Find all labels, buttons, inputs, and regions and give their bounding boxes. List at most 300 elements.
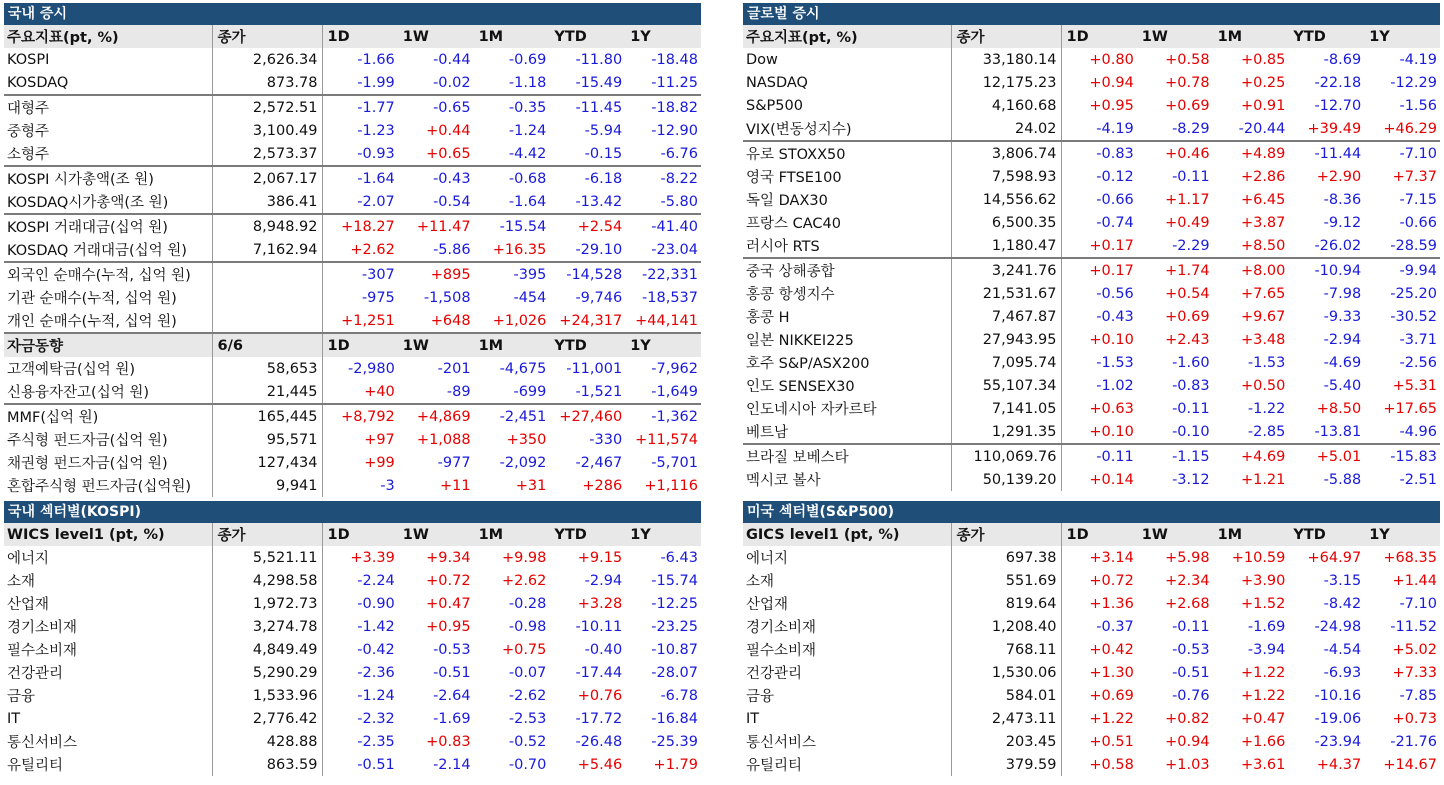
change-1m: -0.35 <box>474 95 550 119</box>
change-1y: -41.40 <box>625 214 701 238</box>
change-1y: -6.78 <box>660 687 698 704</box>
table-row <box>743 661 1440 684</box>
change-1y: -10.87 <box>651 641 698 658</box>
close-value: 95,571 <box>212 428 322 451</box>
row-label: VIX(변동성지수) <box>746 122 852 138</box>
change-1d: -0.66 <box>1096 191 1134 208</box>
change-1y: -28.59 <box>1390 237 1437 254</box>
change-1d: -2.35 <box>357 733 395 750</box>
change-1y: -25.39 <box>651 733 698 750</box>
change-1y: -2.51 <box>1399 471 1437 488</box>
change-1w: +0.46 <box>1137 141 1213 165</box>
change-1m: +6.45 <box>1240 191 1286 208</box>
change-1d: +0.17 <box>1089 237 1134 254</box>
row-label: 대형주 <box>4 95 212 119</box>
change-1m: +3.87 <box>1240 214 1286 231</box>
change-1m: -0.68 <box>474 166 550 190</box>
change-1m: +8.50 <box>1240 237 1286 254</box>
close-value: 24.02 <box>951 117 1061 141</box>
change-ytd: -9,746 <box>575 289 623 306</box>
row-label: 멕시코 볼사 <box>746 473 821 489</box>
change-1y: -22,331 <box>625 262 701 286</box>
change-1m: -1.18 <box>508 74 547 91</box>
change-1d: -0.37 <box>1096 618 1134 635</box>
change-ytd: -13.81 <box>1314 423 1362 440</box>
change-1d: +0.51 <box>1089 733 1134 750</box>
table-row <box>4 286 701 309</box>
table-row <box>4 730 701 753</box>
row-label: 건강관리 <box>7 666 64 682</box>
close-value: 1,972.73 <box>212 592 322 615</box>
row-label: 소재 <box>7 574 36 590</box>
row-label: 유로 STOXX50 <box>743 141 951 165</box>
change-1y: -18.82 <box>625 95 701 119</box>
close-value: 7,141.05 <box>951 397 1061 420</box>
change-1m: +350 <box>506 431 547 448</box>
change-1y: -23.04 <box>651 241 698 258</box>
column-header: 1M <box>1213 523 1289 546</box>
table-row <box>743 258 1440 282</box>
table-row <box>743 188 1440 211</box>
change-1d: +0.69 <box>1089 687 1134 704</box>
row-label: 중국 상해종합 <box>743 258 951 282</box>
change-1y: -5.80 <box>660 193 698 210</box>
change-1w: +0.47 <box>426 595 471 612</box>
row-label: 금융 <box>7 689 36 705</box>
row-label: 호주 S&P/ASX200 <box>746 356 870 372</box>
column-header: YTD <box>1288 523 1364 546</box>
change-1y: -7.15 <box>1399 191 1437 208</box>
close-value: 768.11 <box>951 638 1061 661</box>
row-label: 독일 DAX30 <box>746 193 828 209</box>
change-1w: +0.58 <box>1165 51 1210 68</box>
change-1d: +18.27 <box>322 214 398 238</box>
table-row <box>4 707 701 730</box>
change-1d: +0.42 <box>1089 641 1134 658</box>
change-ytd: -5.94 <box>584 122 623 139</box>
change-1w: +1.74 <box>1137 258 1213 282</box>
change-1w: +0.83 <box>426 733 471 750</box>
column-header: 1Y <box>625 523 701 546</box>
panel-title: 미국 섹터별(S&P500) <box>743 501 1440 523</box>
column-header: 1W <box>398 333 474 357</box>
change-ytd: -10.11 <box>575 618 623 635</box>
change-1y: +1,116 <box>644 477 698 494</box>
change-1d: -4.19 <box>1096 120 1134 137</box>
change-1w: +1,088 <box>416 431 471 448</box>
change-ytd: +286 <box>582 477 623 494</box>
change-ytd: -5.40 <box>1323 377 1362 394</box>
table-row <box>4 142 701 166</box>
table-row <box>4 428 701 451</box>
table-row <box>4 166 701 190</box>
change-1y: +46.29 <box>1383 120 1437 137</box>
table-row <box>4 661 701 684</box>
table-row <box>4 190 701 214</box>
change-1m: +31 <box>515 477 547 494</box>
table-row <box>743 468 1440 491</box>
change-1w: -89 <box>446 383 471 400</box>
row-label: 에너지 <box>746 551 789 567</box>
change-ytd: -13.42 <box>575 193 623 210</box>
change-1m: +0.75 <box>501 641 547 658</box>
change-1m: +8.00 <box>1213 258 1289 282</box>
change-1w: +2.34 <box>1165 572 1210 589</box>
change-1m: +3.61 <box>1240 756 1286 773</box>
table-header-row <box>743 25 1440 48</box>
table-row <box>743 328 1440 351</box>
change-1y: -7,962 <box>651 360 698 377</box>
us-sector-panel <box>743 501 1440 776</box>
row-label: 주식형 펀드자금(십억 원) <box>7 433 168 449</box>
change-1d: +0.14 <box>1089 471 1134 488</box>
close-value: 863.59 <box>212 753 322 776</box>
column-header: 1Y <box>1364 25 1440 48</box>
change-1w: -0.53 <box>1172 641 1210 658</box>
row-label: 채권형 펀드자금(십억 원) <box>7 456 168 472</box>
change-1y: +17.65 <box>1383 400 1437 417</box>
change-1y: -6.76 <box>660 145 698 162</box>
change-1d: +0.10 <box>1089 331 1134 348</box>
change-1d: -0.74 <box>1096 214 1134 231</box>
change-1y: -9.94 <box>1364 258 1440 282</box>
close-value: 2,067.17 <box>212 166 322 190</box>
change-1d: -0.93 <box>357 145 395 162</box>
row-label: 유틸리티 <box>746 758 803 774</box>
close-value: 127,434 <box>212 451 322 474</box>
row-label: KOSPI <box>7 51 50 68</box>
change-ytd: -23.94 <box>1314 733 1362 750</box>
change-1w: +5.98 <box>1165 549 1210 566</box>
row-label: 경기소비재 <box>7 620 78 636</box>
change-1w: -1.60 <box>1172 354 1210 371</box>
close-value: 21,531.67 <box>951 282 1061 305</box>
close-value: 58,653 <box>212 357 322 380</box>
change-1y: -28.07 <box>651 664 698 681</box>
change-ytd: -10.94 <box>1288 258 1364 282</box>
change-1y: +44,141 <box>635 312 698 329</box>
column-header: 1M <box>474 333 550 357</box>
column-header: 1W <box>398 523 474 546</box>
change-ytd: -8.36 <box>1323 191 1362 208</box>
column-header: YTD <box>1288 25 1364 48</box>
table-row <box>743 569 1440 592</box>
change-1d: +0.17 <box>1061 258 1137 282</box>
close-value: 2,776.42 <box>212 707 322 730</box>
row-label: KOSDAQ시가총액(조 원) <box>7 195 169 211</box>
close-value: 2,473.11 <box>951 707 1061 730</box>
change-1m: +0.25 <box>1240 74 1286 91</box>
close-value: 819.64 <box>951 592 1061 615</box>
table-row <box>4 569 701 592</box>
global-market-table <box>743 25 1440 491</box>
table-header-row <box>4 523 701 546</box>
row-label: KOSPI 거래대금(십억 원) <box>4 214 212 238</box>
change-1m: +10.59 <box>1231 549 1286 566</box>
table-row <box>743 351 1440 374</box>
change-1m: +3.48 <box>1240 331 1286 348</box>
change-ytd: -29.10 <box>575 241 623 258</box>
table-row <box>743 592 1440 615</box>
table-row <box>4 119 701 142</box>
change-1m: +0.50 <box>1240 377 1286 394</box>
change-1d: -0.83 <box>1061 141 1137 165</box>
column-header: 종가 <box>212 25 322 48</box>
change-1y: -11.52 <box>1390 618 1437 635</box>
close-value: 584.01 <box>951 684 1061 707</box>
change-1d: +0.94 <box>1089 74 1134 91</box>
close-value <box>212 286 322 309</box>
table-row <box>743 282 1440 305</box>
close-value: 33,180.14 <box>951 48 1061 71</box>
change-1y: -2.56 <box>1399 354 1437 371</box>
change-1y: -7.85 <box>1399 687 1437 704</box>
change-1w: -0.76 <box>1172 687 1210 704</box>
change-1y: -4.96 <box>1399 423 1437 440</box>
close-value: 1,180.47 <box>951 234 1061 258</box>
table-row <box>743 141 1440 165</box>
change-ytd: -330 <box>589 431 623 448</box>
change-ytd: +4.37 <box>1316 756 1362 773</box>
domestic-market-table <box>4 25 701 497</box>
change-1d: -1.23 <box>357 122 395 139</box>
change-ytd: -2.94 <box>1323 331 1362 348</box>
change-1d: +0.10 <box>1089 423 1134 440</box>
change-ytd: -11,001 <box>566 360 623 377</box>
column-header: 1D <box>322 333 398 357</box>
change-1d: +1.36 <box>1089 595 1134 612</box>
close-value: 2,573.37 <box>212 142 322 166</box>
change-1y: -21.76 <box>1390 733 1437 750</box>
change-1y: -18,537 <box>642 289 698 306</box>
table-row <box>4 238 701 262</box>
change-1y: +5.02 <box>1392 641 1437 658</box>
table-row <box>4 546 701 569</box>
table-row <box>743 117 1440 141</box>
column-header: 1Y <box>1364 523 1440 546</box>
row-label: MMF(십억 원) <box>4 404 212 428</box>
change-1y: -15.74 <box>651 572 698 589</box>
table-header-row <box>4 333 701 357</box>
change-1d: +3.39 <box>350 549 395 566</box>
change-1m: +0.91 <box>1240 97 1286 114</box>
change-1w: +11.47 <box>398 214 474 238</box>
table-row <box>743 94 1440 117</box>
close-value: 1,291.35 <box>951 420 1061 444</box>
change-1y: -6.43 <box>660 549 698 566</box>
change-1y: -1.56 <box>1399 97 1437 114</box>
change-1w: +2.43 <box>1165 331 1210 348</box>
table-row <box>4 684 701 707</box>
table-row <box>743 420 1440 444</box>
change-1w: -0.65 <box>398 95 474 119</box>
change-1m: +9.67 <box>1240 308 1286 325</box>
change-1y: -11.25 <box>651 74 698 91</box>
change-1y: +7.33 <box>1392 664 1437 681</box>
change-1d: -1.24 <box>357 687 395 704</box>
close-value: 21,445 <box>212 380 322 404</box>
change-1w: -977 <box>437 454 471 471</box>
change-1d: +2.62 <box>350 241 395 258</box>
change-1w: +9.34 <box>426 549 471 566</box>
change-ytd: -9.12 <box>1323 214 1362 231</box>
row-label: KOSDAQ <box>7 74 69 91</box>
change-1y: -7.10 <box>1364 141 1440 165</box>
change-1w: -0.54 <box>433 193 471 210</box>
change-1m: -395 <box>474 262 550 286</box>
close-value: 5,521.11 <box>212 546 322 569</box>
close-value: 1,530.06 <box>951 661 1061 684</box>
row-label: KOSDAQ 거래대금(십억 원) <box>7 243 187 259</box>
change-ytd: -2.94 <box>584 572 623 589</box>
change-1y: -16.84 <box>651 710 698 727</box>
change-1m: -0.98 <box>508 618 547 635</box>
change-1d: +0.63 <box>1089 400 1134 417</box>
change-1d: -975 <box>361 289 395 306</box>
change-1w: +895 <box>398 262 474 286</box>
change-1m: -1.22 <box>1247 400 1286 417</box>
table-row <box>743 730 1440 753</box>
change-1y: -12.90 <box>651 122 698 139</box>
change-1w: -1.15 <box>1137 444 1213 468</box>
table-row <box>4 309 701 333</box>
change-1y: +5.31 <box>1392 377 1437 394</box>
table-header-row <box>4 25 701 48</box>
table-row <box>743 546 1440 569</box>
close-value: 7,467.87 <box>951 305 1061 328</box>
change-1m: -0.52 <box>508 733 547 750</box>
change-1m: -15.54 <box>474 214 550 238</box>
change-ytd: -26.48 <box>575 733 623 750</box>
row-label: 고객예탁금(십억 원) <box>7 362 135 378</box>
change-1w: -1.69 <box>433 710 471 727</box>
table-row <box>743 707 1440 730</box>
change-1m: -0.07 <box>508 664 547 681</box>
change-1m: +1.21 <box>1240 471 1286 488</box>
column-header: 1W <box>1137 25 1213 48</box>
row-label: 금융 <box>746 689 775 705</box>
change-1y: -25.20 <box>1390 285 1437 302</box>
change-1m: -2.53 <box>508 710 547 727</box>
column-header: 자금동향 <box>4 333 212 357</box>
change-1w: -2.14 <box>433 756 471 773</box>
change-1w: -3.12 <box>1172 471 1210 488</box>
change-1w: -2.29 <box>1172 237 1210 254</box>
change-1m: +16.35 <box>492 241 547 258</box>
change-ytd: +24,317 <box>559 312 623 329</box>
table-row <box>4 753 701 776</box>
change-1w: +0.82 <box>1165 710 1210 727</box>
change-1w: +0.69 <box>1165 308 1210 325</box>
close-value: 14,556.62 <box>951 188 1061 211</box>
change-1w: -8.29 <box>1172 120 1210 137</box>
change-1d: -0.56 <box>1096 285 1134 302</box>
row-label: 산업재 <box>746 597 789 613</box>
change-1m: +1.22 <box>1240 664 1286 681</box>
change-1m: -1.24 <box>508 122 547 139</box>
change-1m: +3.90 <box>1240 572 1286 589</box>
change-1d: -1.77 <box>322 95 398 119</box>
change-ytd: -12.70 <box>1314 97 1362 114</box>
change-1d: +1.22 <box>1089 710 1134 727</box>
change-ytd: -22.18 <box>1314 74 1362 91</box>
change-1w: +0.78 <box>1165 74 1210 91</box>
change-ytd: -19.06 <box>1314 710 1362 727</box>
change-1w: +0.94 <box>1165 733 1210 750</box>
column-header: YTD <box>549 333 625 357</box>
change-1m: -2,092 <box>499 454 547 471</box>
change-1w: +0.54 <box>1165 285 1210 302</box>
change-ytd: -10.16 <box>1314 687 1362 704</box>
close-value: 7,598.93 <box>951 165 1061 188</box>
close-value: 1,533.96 <box>212 684 322 707</box>
change-1w: -2.64 <box>433 687 471 704</box>
row-label: Dow <box>746 51 778 68</box>
row-label: 유틸리티 <box>7 758 64 774</box>
change-1d: -0.90 <box>357 595 395 612</box>
change-1m: +4.69 <box>1213 444 1289 468</box>
change-1d: -1.99 <box>357 74 395 91</box>
change-1d: -2.32 <box>357 710 395 727</box>
table-row <box>4 615 701 638</box>
table-row <box>4 404 701 428</box>
change-1d: -1.64 <box>322 166 398 190</box>
change-1w: -0.44 <box>433 51 471 68</box>
close-value: 3,100.49 <box>212 119 322 142</box>
change-1d: +0.80 <box>1089 51 1134 68</box>
change-1w: -0.43 <box>398 166 474 190</box>
change-ytd: -3.15 <box>1323 572 1362 589</box>
table-row <box>743 444 1440 468</box>
table-row <box>743 638 1440 661</box>
change-1m: -454 <box>513 289 547 306</box>
change-1y: +0.73 <box>1392 710 1437 727</box>
close-value: 7,095.74 <box>951 351 1061 374</box>
change-1y: -1,362 <box>625 404 701 428</box>
change-1m: +0.85 <box>1240 51 1286 68</box>
change-ytd: -11.80 <box>575 51 623 68</box>
change-ytd: -17.72 <box>575 710 623 727</box>
change-ytd: +5.46 <box>577 756 623 773</box>
change-ytd: -6.93 <box>1323 664 1362 681</box>
change-1d: -1.53 <box>1096 354 1134 371</box>
row-label: 필수소비재 <box>7 643 78 659</box>
column-header: GICS level1 (pt, %) <box>743 523 951 546</box>
column-header: 1W <box>1137 523 1213 546</box>
change-1y: +11,574 <box>635 431 698 448</box>
table-row <box>743 234 1440 258</box>
change-1y: +68.35 <box>1383 549 1437 566</box>
change-1m: -2,451 <box>474 404 550 428</box>
change-ytd: -8.42 <box>1323 595 1362 612</box>
close-value: 110,069.76 <box>951 444 1061 468</box>
close-value: 873.78 <box>212 71 322 95</box>
row-label: 소재 <box>746 574 775 590</box>
row-label: IT <box>7 710 21 727</box>
row-label: 경기소비재 <box>746 620 817 636</box>
change-1d: +97 <box>364 431 395 448</box>
change-1m: +1,026 <box>492 312 547 329</box>
change-ytd: +2.90 <box>1316 168 1362 185</box>
change-1w: +1.03 <box>1165 756 1210 773</box>
change-1y: -12.25 <box>651 595 698 612</box>
close-value: 4,849.49 <box>212 638 322 661</box>
close-value: 386.41 <box>212 190 322 214</box>
change-1w: -5.86 <box>433 241 471 258</box>
row-label: 필수소비재 <box>746 643 817 659</box>
row-label: 브라질 보베스타 <box>743 444 951 468</box>
row-label: 건강관리 <box>746 666 803 682</box>
